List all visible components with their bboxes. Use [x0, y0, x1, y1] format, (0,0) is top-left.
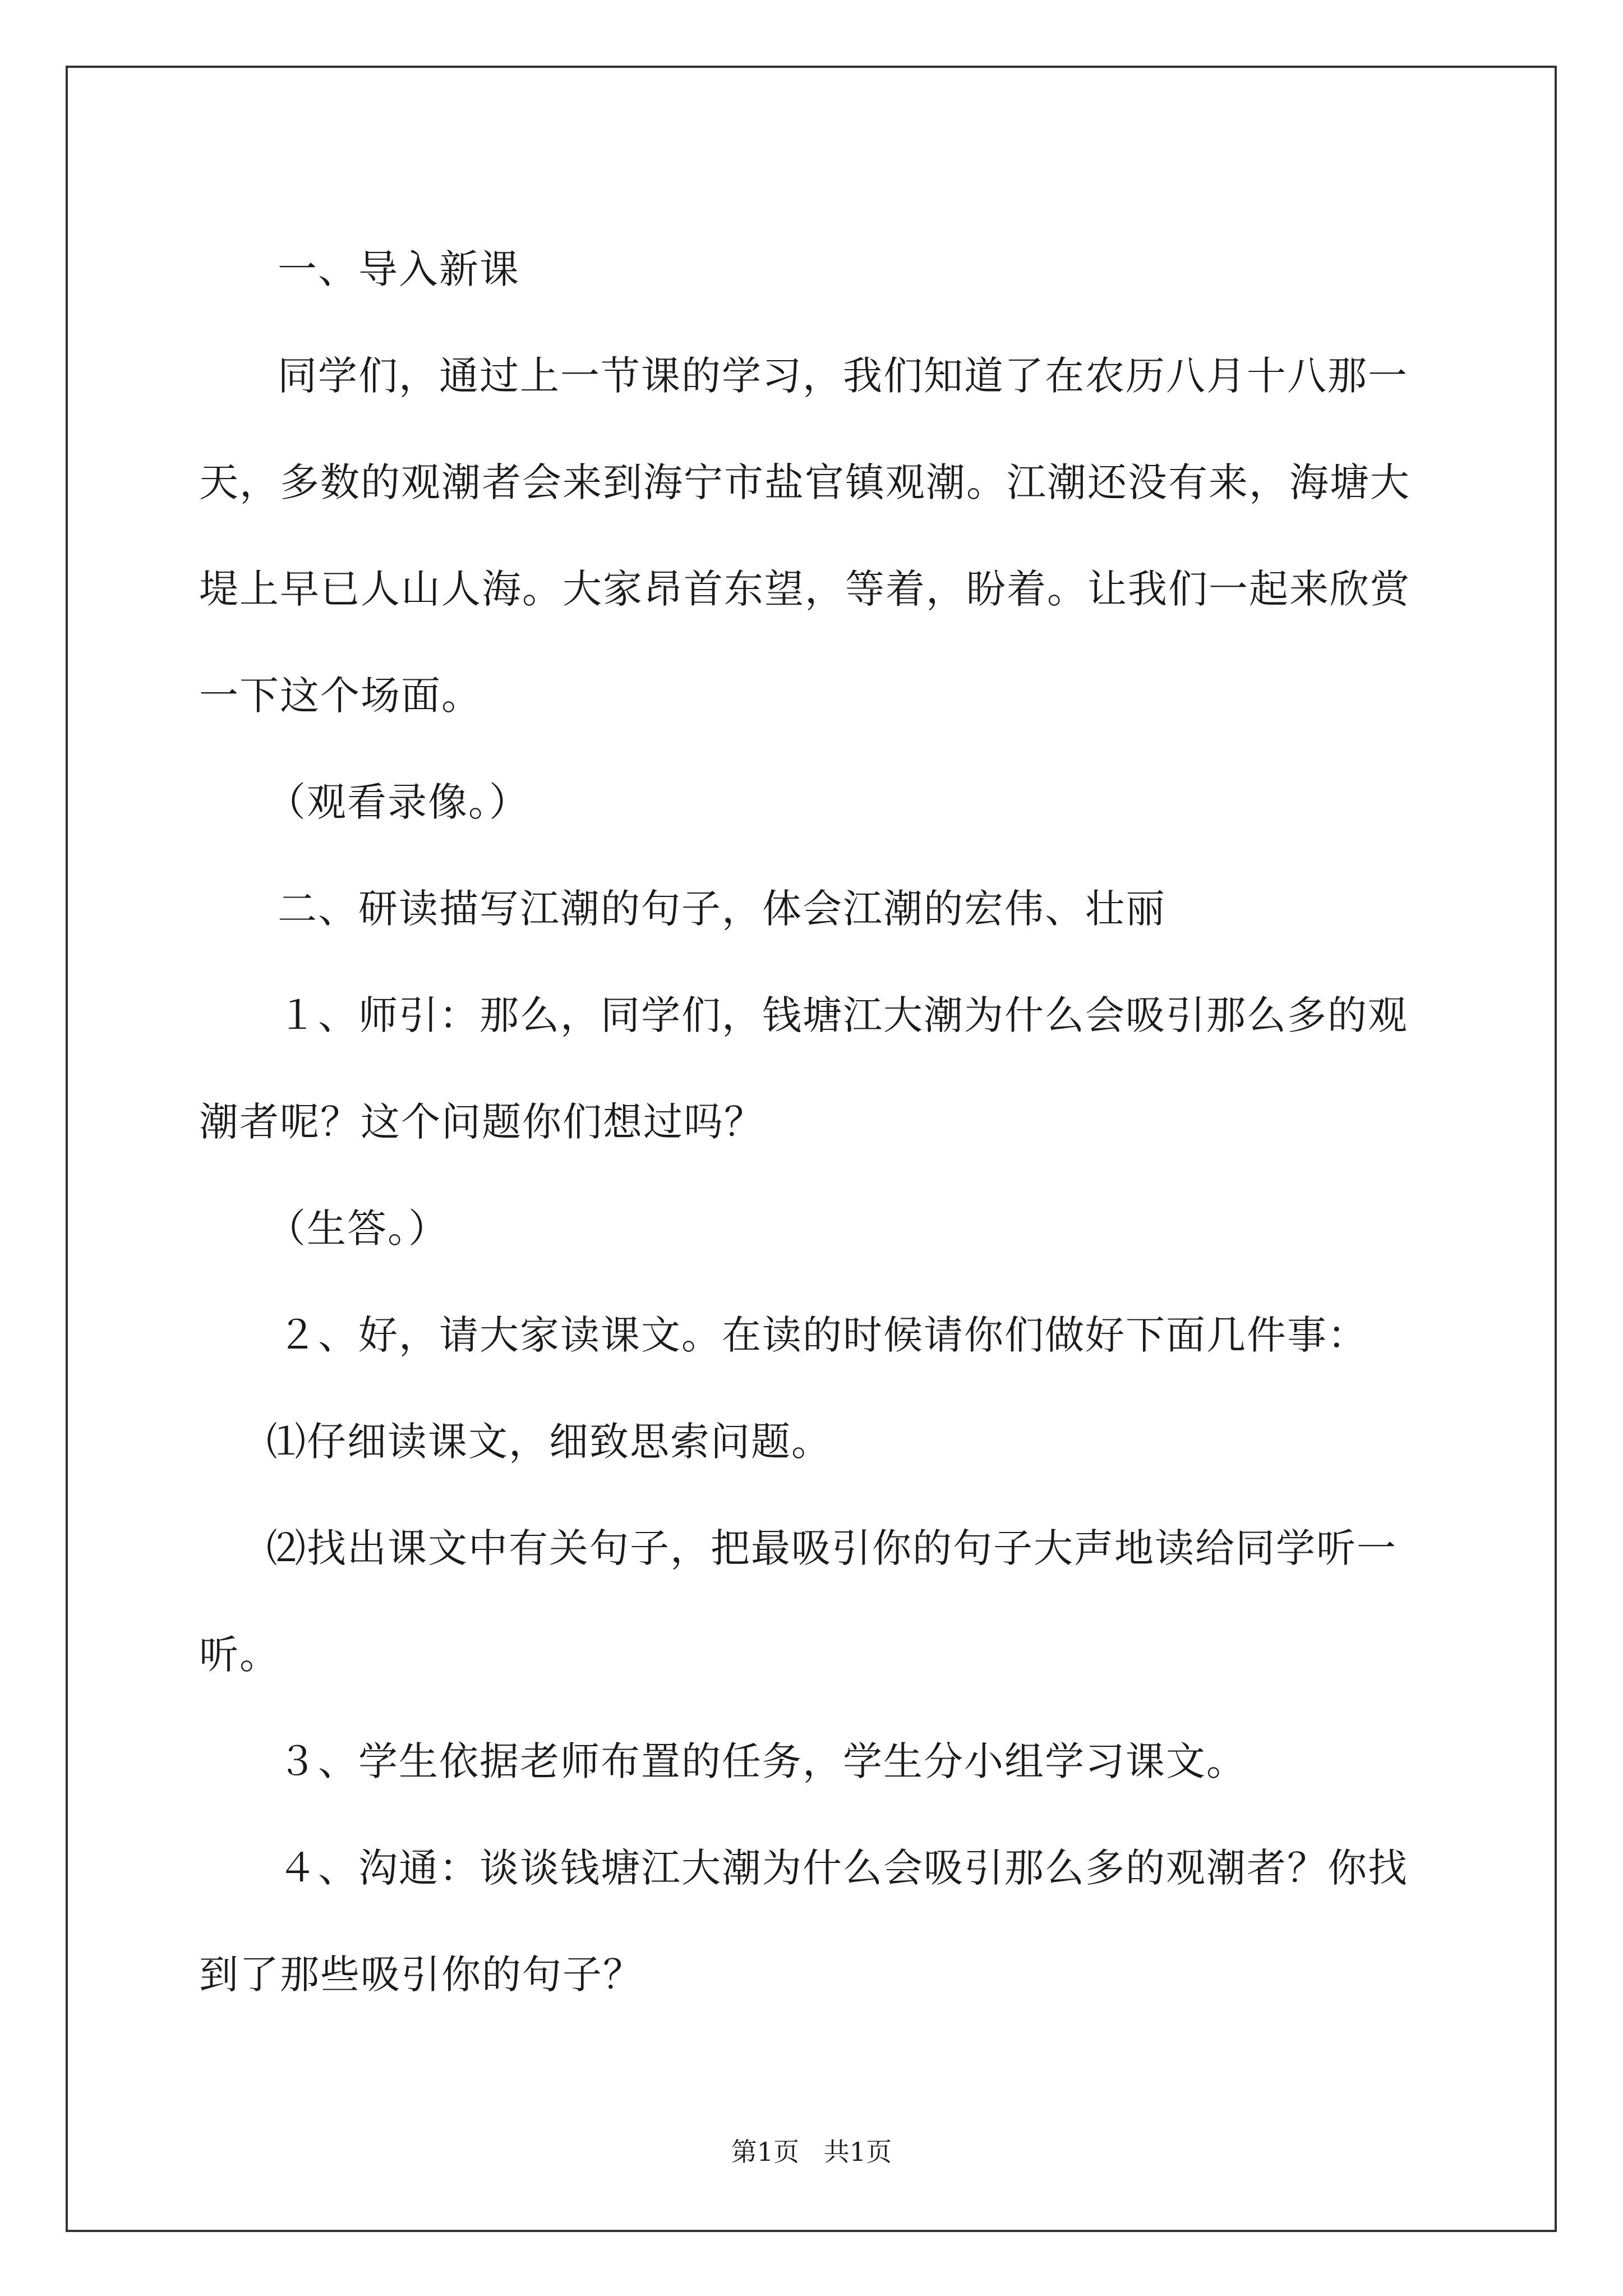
heading-intro: 一、导入新课	[278, 246, 520, 292]
paragraph-line: 到了那些吸引你的句子？	[199, 1952, 643, 1998]
document-body	[199, 216, 1433, 2028]
paragraph-line: 潮者呢？这个问题你们想过吗？	[199, 1099, 764, 1145]
paragraph-line: （观看录像。）	[266, 779, 529, 825]
paragraph-line: 听。	[199, 1632, 280, 1678]
paragraph-line: ⑴仔细读课文，细致思索问题。	[266, 1419, 832, 1465]
paragraph-line: ２、好，请大家读课文。在读的时候请你们做好下面几件事：	[278, 1312, 1368, 1358]
paragraph-line: 同学们，通过上一节课的学习，我们知道了在农历八月十八那一	[278, 353, 1408, 399]
paragraph-line: 天，多数的观潮者会来到海宁市盐官镇观潮。江潮还没有来，海塘大	[199, 459, 1410, 505]
paragraph-line: （生答。）	[266, 1205, 449, 1251]
paragraph-line: 堤上早已人山人海。大家昂首东望，等着，盼着。让我们一起来欣赏	[199, 566, 1410, 612]
paragraph-line: ⑵找出课文中有关句子，把最吸引你的句子大声地读给同学听一	[266, 1525, 1397, 1571]
paragraph-line: 一下这个场面。	[199, 673, 482, 719]
paragraph-line: ３、学生依据老师布置的任务，学生分小组学习课文。	[278, 1738, 1247, 1784]
paragraph-line: １、师引：那么，同学们，钱塘江大潮为什么会吸引那么多的观	[278, 992, 1408, 1038]
heading-section-two: 二、研读描写江潮的句子，体会江潮的宏伟、壮丽	[278, 886, 1166, 932]
page-number-footer: 第1页 共1页	[731, 2137, 892, 2167]
paragraph-line: ４、沟通：谈谈钱塘江大潮为什么会吸引那么多的观潮者？你找	[278, 1845, 1408, 1891]
